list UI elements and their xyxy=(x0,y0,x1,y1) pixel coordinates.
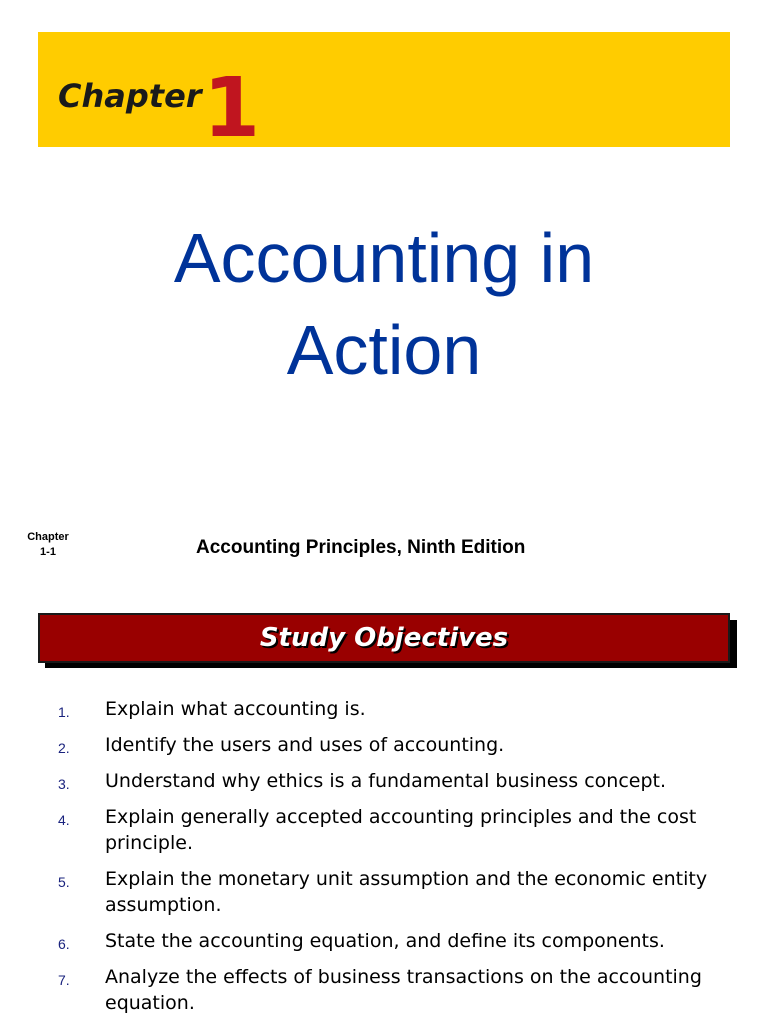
slide-number: 1-1 xyxy=(40,546,56,558)
list-item xyxy=(58,696,738,722)
section-bar xyxy=(38,613,730,663)
section-heading: Study Objectives xyxy=(259,623,509,653)
list-item xyxy=(58,732,738,758)
chapter-word: Chapter xyxy=(58,77,202,115)
list-item-number: 5. xyxy=(58,874,70,890)
chapter-banner xyxy=(38,32,730,156)
list-item xyxy=(58,866,738,918)
list-item-text: Explain what accounting is. xyxy=(105,698,366,720)
list-item-number: 7. xyxy=(58,972,70,988)
list-item-text: Identify the users and uses of accounting. xyxy=(105,734,505,756)
list-item-text: State the accounting equation, and define its components. xyxy=(105,930,665,952)
list-item xyxy=(58,768,738,794)
list-item-number: 4. xyxy=(58,812,70,828)
list-item xyxy=(58,928,738,954)
list-item-number: 1. xyxy=(58,704,70,720)
list-item-number: 6. xyxy=(58,936,70,952)
title-line-2: Action xyxy=(286,311,482,389)
page-title xyxy=(0,212,768,396)
list-item-number: 2. xyxy=(58,740,70,756)
list-item-text: Understand why ethics is a fundamental business concept. xyxy=(105,770,667,792)
list-item-text: Explain the monetary unit assumption and the economic entity assumption. xyxy=(105,868,708,916)
list-item-text: Analyze the effects of business transactions on the accounting equation. xyxy=(105,966,702,1014)
list-item xyxy=(58,804,738,856)
list-item-number: 3. xyxy=(58,776,70,792)
title-line-1: Accounting in xyxy=(173,219,595,297)
book-title: Accounting Principles, Ninth Edition xyxy=(196,537,526,558)
list-item xyxy=(58,964,738,1016)
slide-chapter-label: Chapter xyxy=(27,531,69,543)
chapter-number: 1 xyxy=(203,61,261,156)
objectives-list xyxy=(58,696,738,1026)
list-item-text: Explain generally accepted accounting principles and the cost principle. xyxy=(105,806,697,854)
slide-reference xyxy=(20,530,76,560)
